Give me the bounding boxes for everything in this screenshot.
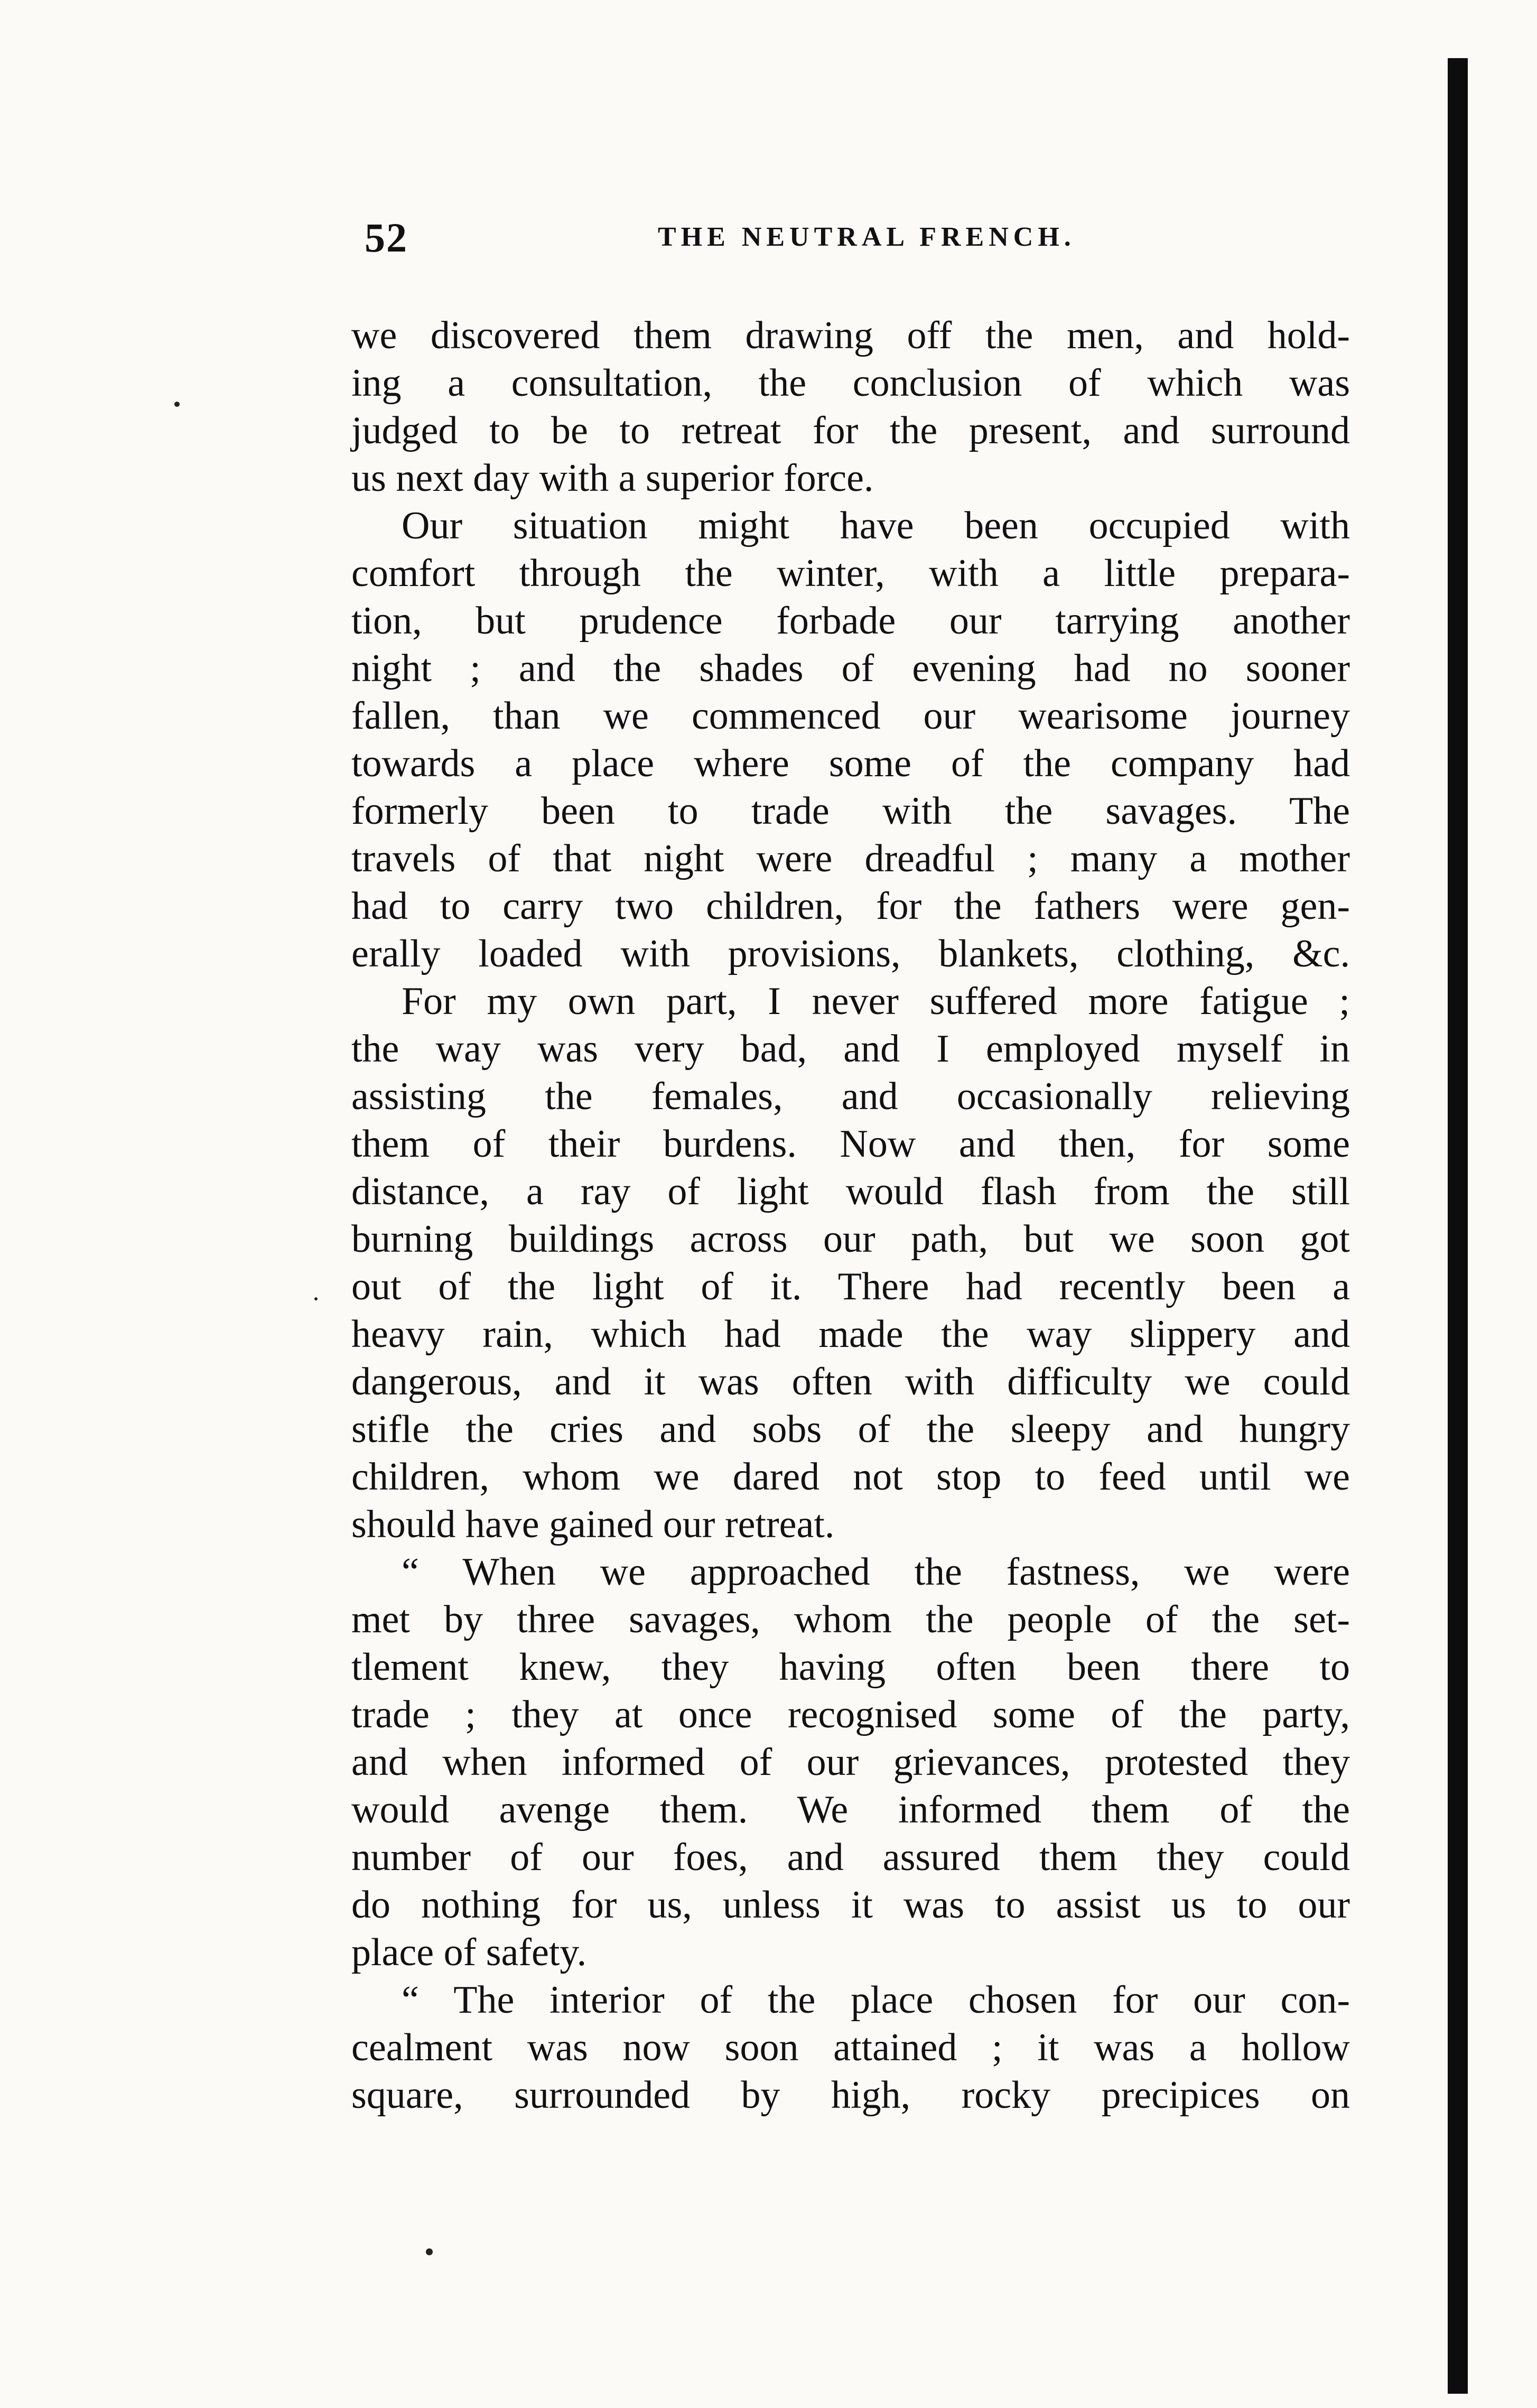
- text-line: do nothing for us, unless it was to assist us to our: [351, 1883, 1350, 1927]
- text-line: dangerous, and it was often with difficulty we could: [351, 1360, 1350, 1403]
- text-line: stifle the cries and sobs of the sleepy and hungry: [351, 1408, 1350, 1451]
- text-line: we discovered them drawing off the men, and hold-: [351, 314, 1350, 357]
- page-header: [354, 214, 1368, 261]
- text-line: assisting the females, and occasionally relieving: [351, 1075, 1350, 1118]
- page-edge-shadow: [1448, 58, 1468, 2394]
- text-line: comfort through the winter, with a little prepara-: [351, 552, 1350, 595]
- text-line: trade ; they at once recognised some of the party,: [351, 1693, 1350, 1736]
- text-line: Our situation might have been occupied with: [402, 504, 1350, 547]
- text-line: should have gained our retreat.: [351, 1503, 835, 1546]
- text-line: formerly been to trade with the savages. The: [351, 789, 1350, 833]
- text-line: place of safety.: [351, 1931, 587, 1974]
- text-line: square, surrounded by high, rocky precipices on: [351, 2074, 1350, 2117]
- text-line: burning buildings across our path, but we soon got: [351, 1217, 1350, 1261]
- text-line: ing a consultation, the conclusion of which was: [351, 361, 1350, 405]
- text-line: out of the light of it. There had recently been a: [351, 1265, 1350, 1308]
- text-line: would avenge them. We informed them of the: [351, 1788, 1350, 1831]
- text-line: tlement knew, they having often been there to: [351, 1645, 1350, 1689]
- running-head: THE NEUTRAL FRENCH.: [658, 222, 1076, 252]
- text-line: For my own part, I never suffered more fatigue ;: [402, 980, 1350, 1023]
- text-line: travels of that night were dreadful ; many a mother: [351, 837, 1350, 880]
- ink-speck: [174, 402, 180, 407]
- text-line: fallen, than we commenced our wearisome journey: [351, 694, 1350, 738]
- text-line: met by three savages, whom the people of the set-: [351, 1598, 1350, 1641]
- text-line: tion, but prudence forbade our tarrying another: [351, 599, 1350, 643]
- ink-speck: [426, 2248, 433, 2255]
- text-line: and when informed of our grievances, protested they: [351, 1741, 1350, 1784]
- text-line: erally loaded with provisions, blankets, clothing, &c.: [351, 932, 1350, 975]
- ink-speck: [314, 1297, 318, 1300]
- text-line: towards a place where some of the company had: [351, 742, 1350, 785]
- text-line: had to carry two children, for the fathers were gen-: [351, 885, 1350, 928]
- text-line: cealment was now soon attained ; it was a hollow: [351, 2026, 1350, 2069]
- text-line: “ When we approached the fastness, we were: [402, 1550, 1350, 1594]
- text-line: us next day with a superior force.: [351, 457, 874, 500]
- text-line: night ; and the shades of evening had no sooner: [351, 647, 1350, 690]
- page-number: 52: [365, 215, 408, 261]
- text-line: distance, a ray of light would flash from the still: [351, 1170, 1350, 1213]
- text-line: heavy rain, which had made the way slippery and: [351, 1313, 1350, 1356]
- text-line: judged to be to retreat for the present, and surround: [351, 409, 1350, 452]
- text-line: the way was very bad, and I employed myself in: [351, 1027, 1350, 1071]
- text-line: children, whom we dared not stop to feed until we: [351, 1455, 1350, 1499]
- text-line: number of our foes, and assured them they could: [351, 1836, 1350, 1879]
- text-line: them of their burdens. Now and then, for some: [351, 1122, 1350, 1166]
- body-text: [351, 312, 1350, 2117]
- text-line: “ The interior of the place chosen for our con-: [402, 1978, 1350, 2022]
